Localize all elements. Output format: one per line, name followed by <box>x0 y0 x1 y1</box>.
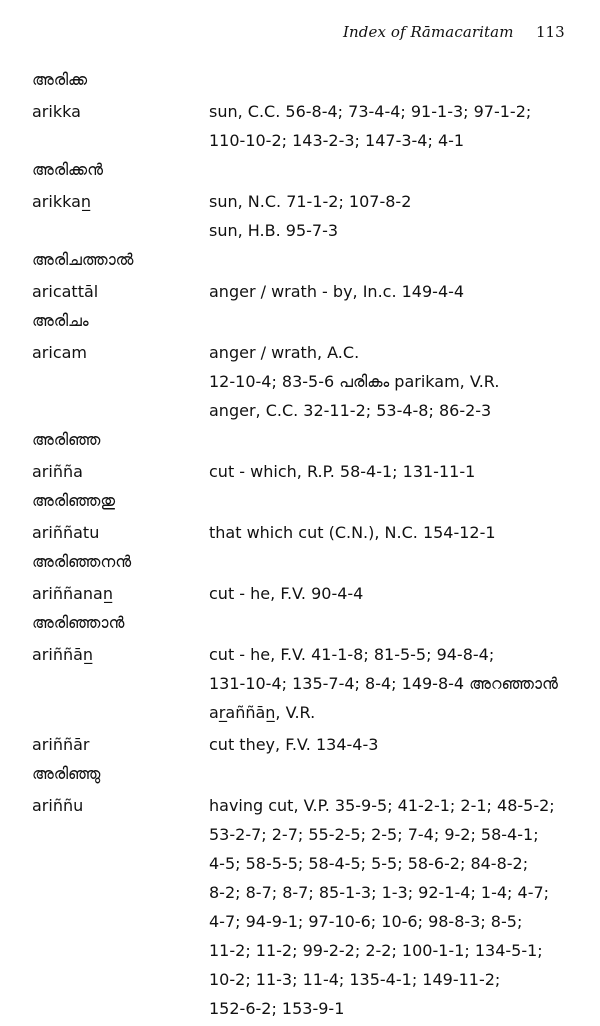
index-entry <box>32 762 568 1023</box>
index-entry <box>32 550 568 608</box>
transliterated-headword: arikka <box>32 102 81 121</box>
index-entry <box>32 428 568 486</box>
definition-list <box>209 791 568 1023</box>
entry-row <box>32 457 568 486</box>
malayalam-headword: അരിചത്താൽ <box>32 250 134 269</box>
definition-line: that which cut (C.N.), N.C. 154-12-1 <box>209 523 496 542</box>
definition-line: 131-10-4; 135-7-4; 8-4; 149-8-4 അറഞ്ഞാൻ <box>209 674 558 693</box>
malayalam-headword: അരിചം <box>32 311 89 330</box>
definition-list <box>209 579 568 608</box>
transliterated-headword: aricattāl <box>32 282 99 301</box>
definition-line: cut - he, F.V. 41-1-8; 81-5-5; 94-8-4; <box>209 645 495 664</box>
definition-line: cut - he, F.V. 90-4-4 <box>209 584 364 603</box>
transliterated-headword: ariññār <box>32 735 90 754</box>
entry-row <box>32 579 568 608</box>
index-entry <box>32 68 568 155</box>
definition-line: having cut, V.P. 35-9-5; 41-2-1; 2-1; 48-5-2; <box>209 796 555 815</box>
definition-line: anger / wrath, A.C. <box>209 343 360 362</box>
transliterated-headword: ariññān̲ <box>32 645 94 664</box>
entry-row <box>32 97 568 155</box>
definition-list <box>209 640 568 727</box>
definition-line: 8-2; 8-7; 8-7; 85-1-3; 1-3; 92-1-4; 1-4; 4-7; <box>209 883 550 902</box>
transliterated-headword: arikkan̲ <box>32 192 92 211</box>
index-entry <box>32 489 568 547</box>
running-header-title: Index of Rāmacaritam <box>343 23 514 41</box>
definition-line: 10-2; 11-3; 11-4; 135-4-1; 149-11-2; <box>209 970 501 989</box>
definition-list <box>209 518 568 547</box>
transliterated-headword: ariññatu <box>32 523 100 542</box>
definition-list <box>209 187 568 245</box>
definition-line: anger / wrath - by, In.c. 149-4-4 <box>209 282 465 301</box>
malayalam-headword: അരിക്കൻ <box>32 160 104 179</box>
transliterated-headword: aricam <box>32 343 88 362</box>
definition-line: 110-10-2; 143-2-3; 147-3-4; 4-1 <box>209 131 465 150</box>
index-entry <box>32 158 568 245</box>
entry-row <box>32 791 568 1023</box>
page-number: 113 <box>536 23 565 41</box>
malayalam-headword: അരിഞ്ഞു <box>32 764 101 783</box>
malayalam-headword: അരിക്ക <box>32 70 88 89</box>
definition-line: ar̲aññān̲, V.R. <box>209 703 316 722</box>
malayalam-headword: അരിഞ്ഞതു <box>32 491 116 510</box>
definition-line: sun, N.C. 71-1-2; 107-8-2 <box>209 192 412 211</box>
entry-row <box>32 640 568 727</box>
malayalam-headword: അരിഞ്ഞനൻ <box>32 552 132 571</box>
definition-line: sun, C.C. 56-8-4; 73-4-4; 91-1-3; 97-1-2; <box>209 102 532 121</box>
definition-line: 53-2-7; 2-7; 55-2-5; 2-5; 7-4; 9-2; 58-4-1; <box>209 825 539 844</box>
definition-line: 11-2; 11-2; 99-2-2; 2-2; 100-1-1; 134-5-1; <box>209 941 543 960</box>
definition-list <box>209 97 568 155</box>
definition-line: sun, H.B. 95-7-3 <box>209 221 339 240</box>
transliterated-headword: ariññu <box>32 796 84 815</box>
index-entries <box>32 68 568 1026</box>
definition-list <box>209 338 568 425</box>
entry-row <box>32 277 568 306</box>
transliterated-headword: ariññanan̲ <box>32 584 113 603</box>
malayalam-headword: അരിഞ്ഞ <box>32 430 101 449</box>
definition-line: 4-7; 94-9-1; 97-10-6; 10-6; 98-8-3; 8-5; <box>209 912 523 931</box>
transliterated-headword: ariñña <box>32 462 83 481</box>
index-entry <box>32 730 568 759</box>
index-entry <box>32 248 568 306</box>
malayalam-headword: അരിഞ്ഞാൻ <box>32 613 125 632</box>
definition-line: 4-5; 58-5-5; 58-4-5; 5-5; 58-6-2; 84-8-2; <box>209 854 529 873</box>
index-entry <box>32 611 568 727</box>
entry-row <box>32 518 568 547</box>
definition-line: cut they, F.V. 134-4-3 <box>209 735 379 754</box>
entry-row <box>32 730 568 759</box>
definition-line: cut - which, R.P. 58-4-1; 131-11-1 <box>209 462 476 481</box>
index-entry <box>32 309 568 425</box>
definition-line: 12-10-4; 83-5-6 പരികം parikam, V.R. <box>209 372 500 391</box>
definition-line: anger, C.C. 32-11-2; 53-4-8; 86-2-3 <box>209 401 492 420</box>
entry-row <box>32 187 568 245</box>
definition-list <box>209 277 568 306</box>
definition-line: 152-6-2; 153-9-1 <box>209 999 345 1018</box>
definition-list <box>209 730 568 759</box>
definition-list <box>209 457 568 486</box>
entry-row <box>32 338 568 425</box>
